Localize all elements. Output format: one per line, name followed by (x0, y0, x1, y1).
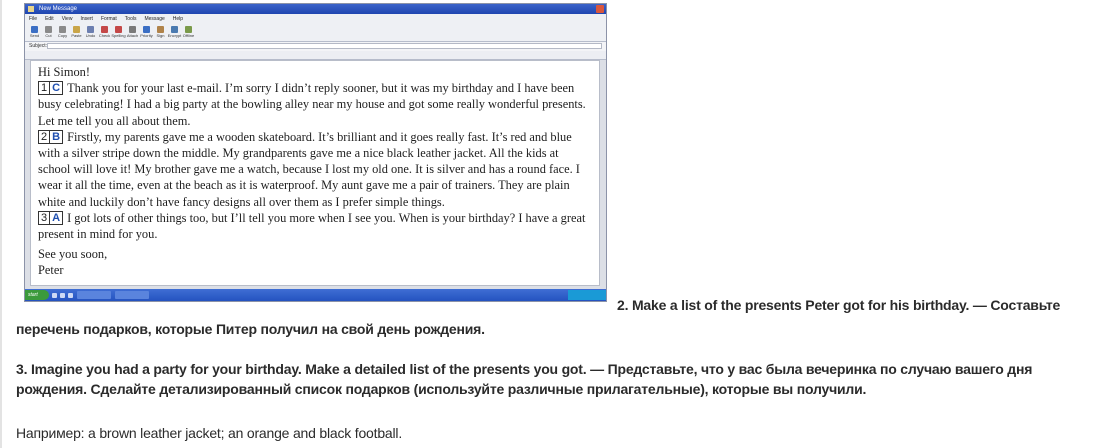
toolbar-button-send (29, 24, 40, 41)
letter-paragraph-3 (38, 210, 593, 242)
quicklaunch-icon (60, 293, 65, 298)
menu-item-format: Format (100, 16, 117, 22)
menu-item-help: Help (172, 16, 184, 22)
menu-bar (25, 14, 606, 24)
taskbar (25, 289, 606, 301)
subject-label: Subject: (29, 43, 48, 49)
paragraph-number: 1 (38, 81, 50, 95)
toolbar-label: Sign (156, 33, 165, 38)
task-3: 3. Imagine you had a party for your birthday. Make a detailed list of the presents you got. — Представьте, что у вас была вечеринка по случаю вашего дня рождения. Сделайте детализированный список подарков (используйте различные прилагательные), которые вы получили. (16, 361, 1033, 397)
cut-icon (45, 26, 52, 33)
task-2-line-2: перечень подарков, которые Питер получил на свой день рождения. (16, 321, 485, 337)
toolbar-button-spelling (113, 24, 124, 41)
attach-icon (129, 26, 136, 33)
sign-icon (157, 26, 164, 33)
menu-item-file: File (29, 16, 38, 22)
paragraph-badge (38, 211, 63, 225)
quicklaunch-icon (68, 293, 73, 298)
undo-icon (87, 26, 94, 33)
toolbar-button-priority (141, 24, 152, 41)
taskbar-item (77, 291, 111, 299)
toolbar-label: Spelling (111, 33, 126, 38)
paste-icon (73, 26, 80, 33)
toolbar-label: Offline (182, 33, 195, 38)
priority-icon (143, 26, 150, 33)
format-bar (25, 51, 606, 60)
example-line: Например: a brown leather jacket; an orange and black football. (16, 425, 403, 441)
toolbar-label: Priority (140, 33, 153, 38)
paragraph-text: I got lots of other things too, but I’ll tell you more when I see you. When is your birthday? I have a great present in mind for you. (38, 210, 586, 242)
toolbar-label: Check (98, 33, 111, 38)
spelling-icon (115, 26, 122, 33)
toolbar-label: Cut (45, 33, 52, 38)
window-title: New Message (39, 6, 78, 12)
letter-signature: Peter (38, 263, 64, 278)
toolbar (25, 24, 606, 42)
toolbar-label: Attach (126, 33, 139, 38)
letter-paragraph-1 (38, 80, 593, 129)
encrypt-icon (171, 26, 178, 33)
menu-item-view: View (61, 16, 73, 22)
letter-body (30, 60, 600, 286)
toolbar-label: Copy (57, 33, 68, 38)
paragraph-number: 3 (38, 211, 50, 225)
letter-paragraph-2 (38, 129, 593, 210)
toolbar-label: Undo (85, 33, 96, 38)
check-icon (101, 26, 108, 33)
letter-closing: See you soon, (38, 247, 108, 262)
toolbar-button-undo (85, 24, 96, 41)
paragraph-text: Thank you for your last e-mail. I’m sorry I didn’t reply sooner, but it was my birthday and I have been busy celebrating! I had a big party at the bowling alley near my house and got some really wonderful presents. Let me tell you all about them. (38, 81, 586, 128)
toolbar-button-sign (155, 24, 166, 41)
toolbar-label: Encrypt (167, 33, 182, 38)
toolbar-label: Send (29, 33, 40, 38)
menu-item-tools: Tools (124, 16, 137, 22)
left-border (0, 0, 2, 448)
menu-item-edit: Edit (45, 16, 54, 22)
taskbar-item (115, 291, 149, 299)
toolbar-button-attach (127, 24, 138, 41)
email-screenshot (24, 3, 607, 302)
toolbar-button-offline (183, 24, 194, 41)
send-icon (31, 26, 38, 33)
subject-field (47, 43, 602, 49)
subject-row (25, 42, 606, 51)
toolbar-button-copy (57, 24, 68, 41)
paragraph-text: Firstly, my parents gave me a wooden skateboard. It’s brilliant and it goes really fast. It’s red and blue with a silver stripe down the middle. My grandparents gave me a nice black leather jacket. All the kids at school will love it! My brother gave me a watch, because I lost my old one. It is silver and has a round face. I wear it all the time, even at the beach as it is waterproof. My aunt gave me a pair of trainers. They are plain white and luckily don’t have fancy designs all over them as I prefer simple things. (38, 129, 580, 209)
copy-icon (59, 26, 66, 33)
paragraph-number: 2 (38, 130, 50, 144)
toolbar-button-paste (71, 24, 82, 41)
offline-icon (185, 26, 192, 33)
toolbar-button-cut (43, 24, 54, 41)
menu-item-insert: Insert (80, 16, 93, 22)
system-tray (568, 290, 606, 300)
quicklaunch-icon (52, 293, 57, 298)
start-button: start (25, 290, 49, 300)
toolbar-button-check (99, 24, 110, 41)
letter-greeting: Hi Simon! (38, 65, 90, 79)
paragraph-letter: C (49, 81, 63, 95)
toolbar-button-encrypt (169, 24, 180, 41)
menu-item-message: Message (144, 16, 165, 22)
window-icon (28, 6, 34, 12)
toolbar-label: Paste (71, 33, 82, 38)
paragraph-letter: A (49, 211, 63, 225)
paragraph-letter: B (49, 130, 63, 144)
task-2-line-1: 2. Make a list of the presents Peter got for his birthday. — Составьте (617, 297, 1061, 313)
paragraph-badge (38, 81, 63, 95)
close-icon (596, 5, 604, 13)
paragraph-badge (38, 130, 63, 144)
window-titlebar (25, 4, 606, 14)
